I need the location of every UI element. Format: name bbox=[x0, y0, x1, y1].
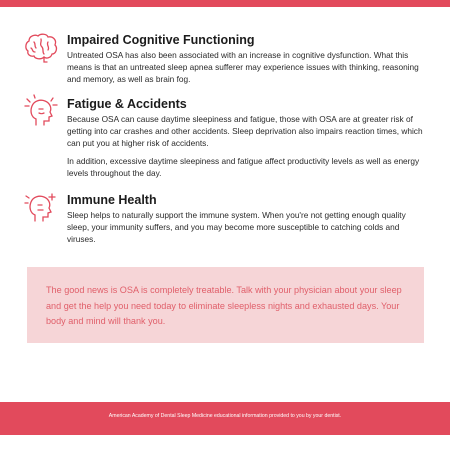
section-title: Immune Health bbox=[67, 193, 157, 207]
callout-text: The good news is OSA is completely treatable. Talk with your physician about your sleep and get the help you need today to eliminate sleepless nights and exhausted days. Your body and mind will thank you. bbox=[46, 285, 402, 327]
section-title: Impaired Cognitive Functioning bbox=[67, 33, 255, 47]
section-paragraph: Untreated OSA has also been associated with an increase in cognitive dysfunction. What this means is that an untreated sleep apnea sufferer may experience issues with thinking, reasoning and memory, as well as brain fog. bbox=[67, 50, 419, 84]
footer-bar bbox=[0, 402, 450, 435]
section-title: Fatigue & Accidents bbox=[67, 97, 187, 111]
top-accent-bar bbox=[0, 0, 450, 7]
tired-head-icon bbox=[22, 93, 60, 129]
section-paragraph: In addition, excessive daytime sleepiness and fatigue affect productivity levels as well as energy levels throughout the day. bbox=[67, 156, 420, 178]
footer-text: American Academy of Dental Sleep Medicine educational information provided to you by your dentist. bbox=[108, 413, 342, 419]
section-paragraph: Because OSA can cause daytime sleepiness and fatigue, those with OSA are at greater risk of getting into car crashes and other accidents. Sleep deprivation also impairs reaction times, which can put you at higher risk of accidents. bbox=[67, 114, 423, 148]
callout-box bbox=[27, 267, 424, 343]
brain-icon bbox=[22, 31, 60, 67]
sick-head-icon bbox=[22, 188, 60, 224]
section-paragraph: Sleep helps to naturally support the immune system. When you're not getting enough quality sleep, your immunity suffers, and you may become more susceptible to catching colds and viruses. bbox=[67, 210, 406, 244]
